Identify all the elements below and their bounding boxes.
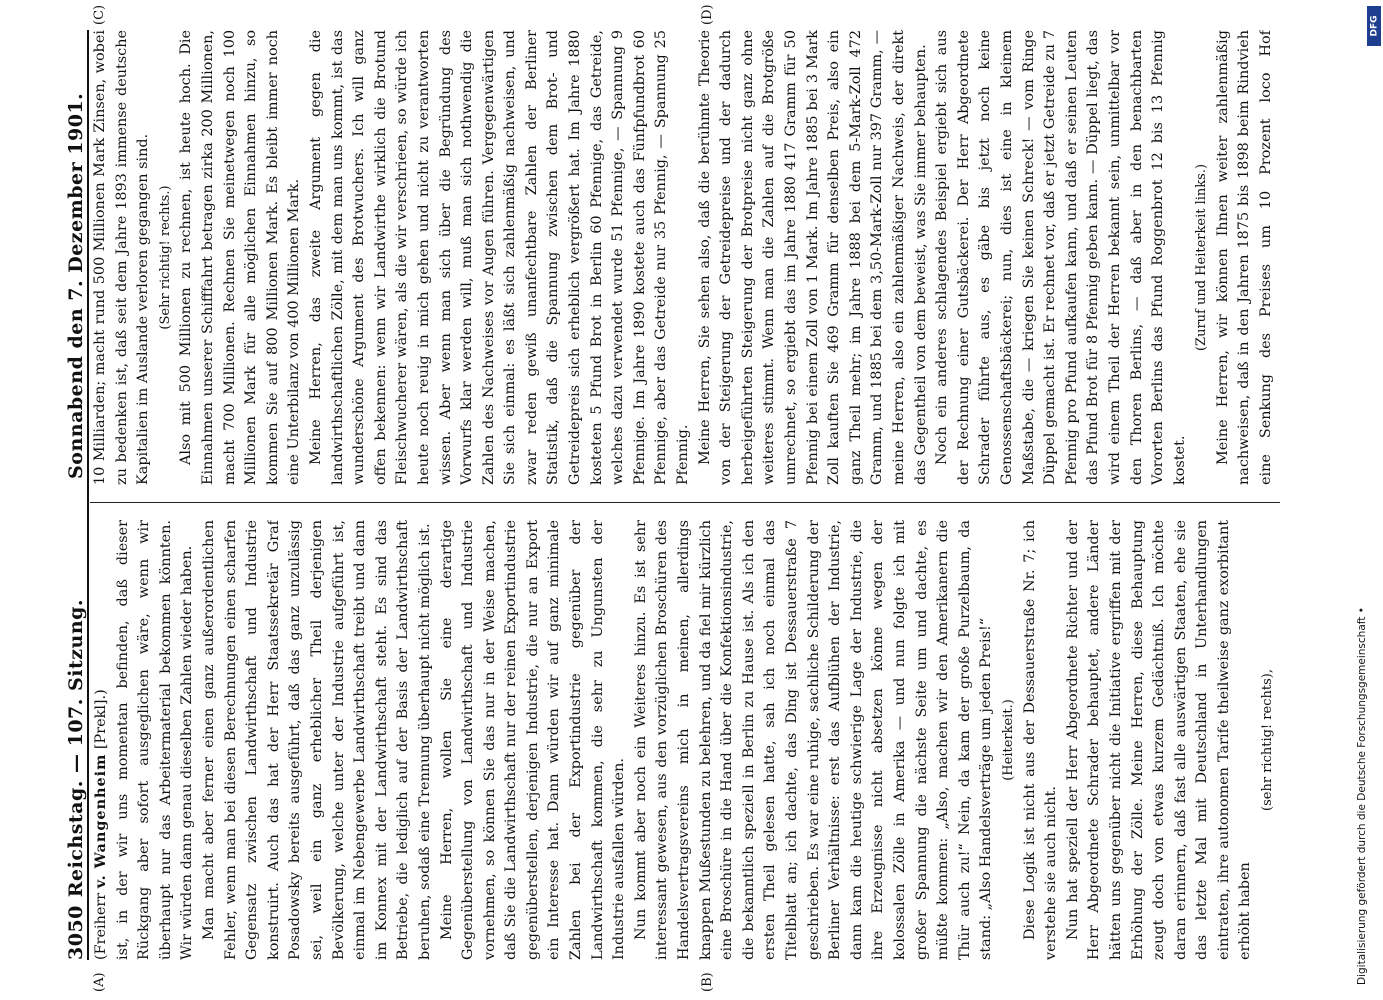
margin-marker-c: (C)	[92, 4, 107, 25]
right-column	[90, 30, 1280, 485]
paragraph: Also mit 500 Millionen zu rechnen, ist heute hoch. Die Einnahmen unserer Schifffahrt betragen zirka 200 Millionen, macht 700 Millionen. Rechnen Sie meinetwegen noch 100 Millionen Mark für alle möglichen Einnahmen hinzu, so kommen Sie auf 800 Millionen Mark. Es bleibt immer noch eine Unterbilanz von 400 Millionen Mark.	[178, 30, 303, 485]
interjection: (Zuruf und Heiterkeit links.)	[1194, 163, 1210, 352]
page-header	[55, 30, 89, 960]
dfg-logo-text: DFG	[1369, 15, 1380, 37]
header-center	[65, 90, 87, 900]
margin-marker-d: (D)	[700, 4, 715, 25]
interjection: (Sehr richtig! rechts.)	[157, 185, 173, 330]
paragraph: Nun hat speziell der Herr Abgeordnete Richter und der Herr Abgeordnete Schrader behauptet, andere Länder hätten uns gegenüber nicht die Initiative ergriffen mit der Erhöhung der Zölle. Meine Herren, diese Behauptung zeugt doch von etwas kurzem Gedächtniß. Ich möchte daran erinnern, daß fast alle auswärtigen Staaten, ehe sie das letzte Mal mit Deutschland in Unterhandlungen eintraten, ihre autonomen Tarife theilweise ganz exorbitant erhöht haben	[1064, 520, 1254, 960]
dfg-credit: Digitalisierung gefördert durch die Deutsche Forschungsgemeinschaft •	[1356, 607, 1368, 985]
left-column	[90, 520, 1280, 960]
speaker-prefix: (Freiherr	[93, 892, 109, 960]
paragraph: ist, in der wir uns momentan befinden, daß dieser Rückgang aber sofort ausgeglichen wäre, wenn wir überhaupt nur das Arbeitermaterial bekommen könnten. Wir würden dann genau dieselben Zahlen wieder haben.	[114, 520, 196, 960]
paragraph: Meine Herren, Sie sehen also, daß die berühmte Theorie von der Steigerung der Getreidepreise und der dadurch herbeigeführten Steigerung der Brotpreise nicht ganz ohne weiteres stimmt. Wenn man die Zahlen auf die Brotgröße umrechnet, so ergiebt das im Jahre 1880 417 Gramm für 50 Pfennig bei einem Zoll von 1 Mark. Im Jahre 1885 bei 3 Mark Zoll kauften Sie 469 Gramm für denselben Preis, also ein ganz Theil mehr; im Jahre 1888 bei dem 5-Mark-Zoll 472 Gramm, und 1885 bei dem 3,50-Mark-Zoll nur 397 Gramm, — meine Herren, also ein zahlenmäßiger Nachweis, der direkt das Gegentheil von dem beweist, was Sie immer behaupten.	[696, 30, 929, 485]
paragraph: Noch ein anderes schlagendes Beispiel ergiebt sich aus der Rechnung einer Gutsbäckerei. Der Herr Abgeordnete Schrader führte aus, es gäbe bis jetzt noch keine Genossenschaftsbäckerei; nun, dies ist eine in kleinem Maßstabe, die — kriegen Sie keinen Schreck! — vom Ringe Düppel gemacht ist. Er rechnet vor, daß er jetzt Getreide zu 7 Pfennig pro Pfund aufkaufen kann, und daß er seinen Leuten das Pfund Brot für 8 Pfennig geben kann. — Düppel liegt, das wird einem Theil der Herren bekannt sein, unmittelbar vor den Thoren Berlins, — daß aber in den benachbarten Vororten Berlins das Pfund Roggenbrot 12 bis 13 Pfennig kostet.	[934, 30, 1188, 485]
column-divider	[90, 502, 1280, 503]
paragraph: Man macht aber ferner einen ganz außerordentlichen Fehler, wenn man bei diesen Berechnungen einen scharfen Gegensatz zwischen Landwirthschaft und Industrie konstruirt. Auch das hat der Herr Staatssekretär Graf Posadowsky bereits ausgeführt, daß das ganz unzulässig sei, weil ein ganz erheblicher Theil derjenigen Bevölkerung, welche unter der Industrie aufgeführt ist, einmal im Nebengewerbe Landwirthschaft treibt und dann im Konnex mit der Landwirthschaft steht. Es sind das Betriebe, die lediglich auf der Basis der Landwirthschaft beruhen, sodaß eine Trennung überhaupt nicht möglich ist.	[200, 520, 433, 960]
margin-marker-a: (A)	[92, 972, 107, 992]
page-number: 3050	[65, 905, 87, 960]
paragraph: Nun kommt aber noch ein Weiteres hinzu. Es ist sehr interessant gewesen, aus den vorzüglichen Broschüren des Handelsvertragsvereins mich in meinen, allerdings knappen Mußestunden zu belehren, und da fiel mir kürzlich eine Broschüre in die Hand über die Konfektionsindustrie, die bekanntlich speziell in Berlin zu Hause ist. Als ich den ersten Theil gelesen hatte, sah ich noch einmal das Titelblatt an; ich dachte, das Ding ist Dessauerstraße 7 geschrieben. Es war eine ruhige, sachliche Schilderung der Berliner Verhältnisse: erst das Aufblühen der Industrie, dann kam die heutige schwierige Lage der Industrie, die ihre Erzeugnisse nicht absetzen könne wegen der kolossalen Zölle in Amerika — und nun folgte ich mit großer Spannung die nächste Seite um und dachte, es müßte kommen: „Also, machen wir den Amerikanern die Thür auch zu!“ Nein, da kam der große Purzelbaum, da stand: „Also Handelsverträge um jeden Preis!“	[632, 520, 995, 960]
speaker-suffix: [Prekl].)	[93, 689, 109, 750]
speaker-name: v. Wangenheim	[92, 753, 109, 889]
session-title: Reichstag. — 107. Sitzung.	[65, 598, 87, 898]
interjection: (sehr richtig! rechts),	[1260, 669, 1276, 811]
paragraph: Meine Herren, wir können Ihnen weiter zahlenmäßig nachweisen, daß in den Jahren 1875 bis 1898 beim Rindvieh eine Senkung des Preises um 10 Prozent loco Hof	[1214, 30, 1275, 485]
speaker-line	[90, 520, 113, 960]
paragraph: Meine Herren, wollen Sie eine derartige Gegenüberstellung von Landwirthschaft und Industrie vornehmen, so können Sie das nur in der Weise machen, daß Sie die Landwirthschaft nur der reinen Exportindustrie gegenüberstellen, derjenigen Industrie, die nur an Export ein Interesse hat. Dann würden wir auf ganz minimale Zahlen bei der Exportindustrie gegenüber der Landwirthschaft kommen, die sehr zu Ungunsten der Industrie ausfallen würden.	[438, 520, 628, 960]
session-date: Sonnabend den 7. Dezember 1901.	[65, 92, 87, 479]
margin-marker-b: (B)	[700, 972, 715, 992]
paragraph: Meine Herren, das zweite Argument gegen die landwirthschaftlichen Zölle, mit dem man uns kommt, ist das wunderschöne Argument des Brotwuchers. Ich will ganz offen bekennen: wenn wir Landwirthe wirklich die Brotund Fleischwucherer wären, als die wir verschrieen, so würde ich heute noch reuig in mich gehen und nicht zu verantworten wissen. Aber wenn man sich über die Begründung des Vorwurfs klar werden will, muß man sich nothwendig die Zahlen des Nachweises vor Augen führen. Vergegenwärtigen Sie sich einmal: es läßt sich zahlenmäßig nachweisen, und zwar reden gewiß unanfechtbare Zahlen der Berliner Statistik, daß die Spannung zwischen dem Brot- und Getreidepreis sich erheblich vergrößert hat. Im Jahre 1880 kosteten 5 Pfund Brot in Berlin 60 Pfennige, das Getreide, welches dazu verwendet wurde 51 Pfennige, — Spannung 9 Pfennige. Im Jahre 1890 kostete auch das Fünfpfundbrot 60 Pfennige, aber das Getreide nur 35 Pfennig, — Spannung 25 Pfennig.	[307, 30, 692, 485]
paragraph: 10 Milliarden; macht rund 500 Millionen Mark Zinsen, wobei zu bedenken ist, daß seit dem Jahre 1893 immense deutsche Kapitalien im Auslande verloren gegangen sind.	[92, 30, 152, 485]
paragraph: Diese Logik ist nicht aus der Dessauerstraße Nr. 7; ich verstehe sie auch nicht.	[1021, 520, 1060, 960]
interjection: (Heiterkeit.)	[1000, 699, 1016, 781]
dfg-logo	[1367, 6, 1381, 46]
paragraph	[1279, 520, 1280, 960]
